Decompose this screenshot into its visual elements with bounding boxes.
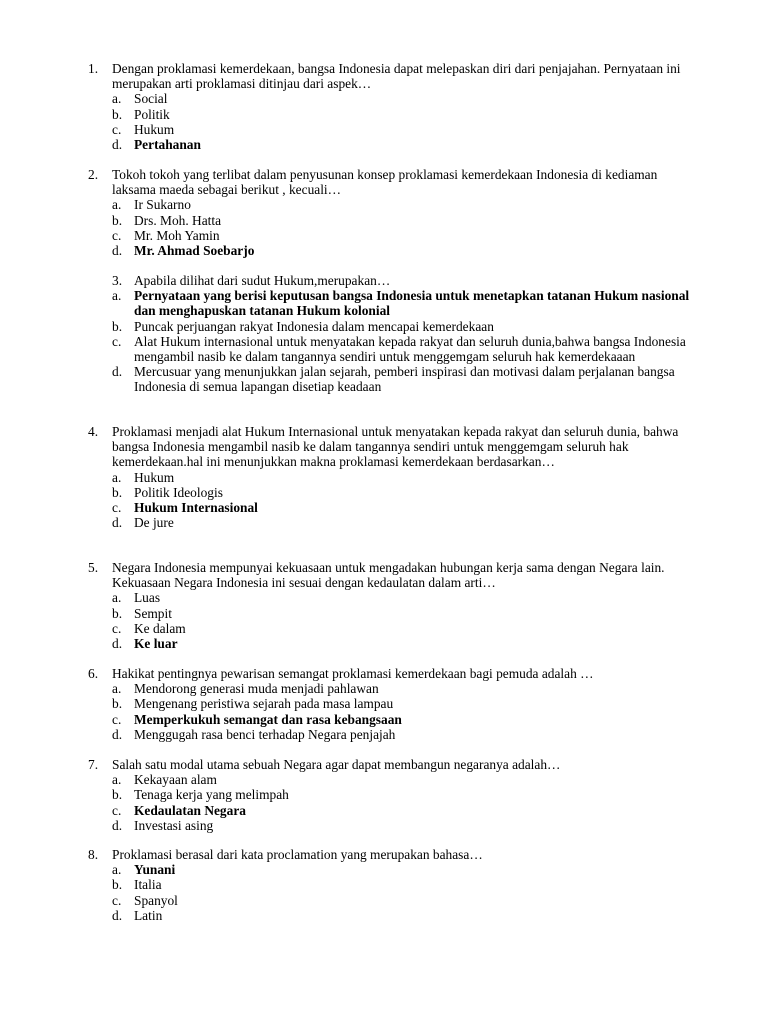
option-letter: c. [112, 333, 122, 349]
option-d [112, 243, 768, 258]
option-text: Alat Hukum internasional untuk menyatakan kepada rakyat dan seluruh dunia,bahwa bangsa Indonesia mengambil nasib ke dalam tangannya sendiri untuk menggemgam seluruh hak kemerdekaaan [134, 333, 686, 365]
option-text: Latin [134, 907, 163, 923]
question-number: 8. [88, 847, 99, 862]
option-c [112, 712, 768, 727]
option-text: Kekayaan alam [134, 772, 217, 788]
option-letter: a. [112, 862, 122, 878]
option-d [112, 636, 768, 651]
option-letter: a. [112, 288, 122, 304]
question-number: 2. [88, 167, 99, 182]
option-list [112, 681, 768, 742]
question-2 [0, 167, 768, 258]
option-a [112, 470, 768, 485]
option-list [112, 772, 768, 833]
option-text: Puncak perjuangan rakyat Indonesia dalam mencapai kemerdekaan [134, 318, 494, 334]
question-text: Salah satu modal utama sebuah Negara agar dapat membangun negaranya adalah… [112, 757, 561, 772]
question-text: Dengan proklamasi kemerdekaan, bangsa Indonesia dapat melepaskan diri dari penjajahan. Pernyataan ini merupakan arti proklamasi ditinjau dari aspek… [112, 61, 681, 92]
option-text: Politik Ideologis [134, 484, 223, 500]
option-text: Menggugah rasa benci terhadap Negara penjajah [134, 726, 396, 742]
option-letter: a. [112, 681, 122, 697]
option-text-correct: Pernyataan yang berisi keputusan bangsa Indonesia untuk menetapkan tatanan Hukum nasional dan menghapuskan tatanan Hukum kolonial [134, 288, 690, 319]
question-number: 6. [88, 666, 99, 681]
option-c [112, 334, 768, 364]
question-7 [0, 757, 768, 833]
option-d [112, 515, 768, 530]
option-a [112, 288, 768, 318]
option-text: Italia [134, 877, 162, 893]
option-text-correct: Kedaulatan Negara [134, 802, 246, 818]
option-letter: d. [112, 137, 123, 153]
question-text: Proklamasi berasal dari kata proclamation yang merupakan bahasa… [112, 847, 483, 862]
option-letter: d. [112, 515, 123, 531]
option-letter: d. [112, 243, 123, 259]
option-list [112, 197, 768, 258]
option-text: Politik [134, 106, 170, 122]
question-text: Negara Indonesia mempunyai kekuasaan untuk mengadakan hubungan kerja sama dengan Negara lain. Kekuasaan Negara Indonesia ini sesuai dengan kedaulatan dalam arti… [112, 560, 665, 591]
option-letter: a. [112, 91, 122, 107]
option-text: Ke dalam [134, 620, 186, 636]
option-letter: d. [112, 636, 123, 652]
option-list [112, 91, 768, 152]
option-text: Mengenang peristiwa sejarah pada masa lampau [134, 696, 394, 712]
option-letter: a. [112, 197, 122, 213]
option-b [112, 213, 768, 228]
option-text-correct: Pertahanan [134, 137, 201, 153]
option-text-correct: Ke luar [134, 636, 178, 652]
option-list [112, 590, 768, 651]
option-letter: b. [112, 212, 123, 228]
option-letter: c. [112, 711, 122, 727]
option-letter: c. [112, 620, 122, 636]
option-d [112, 364, 768, 394]
question-line [112, 273, 768, 288]
option-a [112, 197, 768, 212]
question-number: 4. [88, 424, 99, 439]
option-c [112, 228, 768, 243]
option-text: Mr. Moh Yamin [134, 227, 220, 243]
question-3 [0, 273, 768, 395]
option-b [112, 107, 768, 122]
option-c [112, 803, 768, 818]
question-text: Tokoh tokoh yang terlibat dalam penyusunan konsep proklamasi kemerdekaan Indonesia di kediaman laksama maeda sebagai berikut , kecuali… [112, 167, 658, 198]
option-a [112, 590, 768, 605]
option-a [112, 862, 768, 877]
option-text-correct: Yunani [134, 862, 176, 878]
option-c [112, 893, 768, 908]
option-text: Hukum [134, 469, 175, 485]
question-number: 5. [88, 560, 99, 575]
option-a [112, 91, 768, 106]
option-text-correct: Hukum Internasional [134, 500, 258, 516]
option-text: Mercusuar yang menunjukkan jalan sejarah, pemberi inspirasi dan motivasi dalam perjalanan bangsa Indonesia di semua lapangan disetiap keadaan [134, 364, 675, 395]
option-text: Tenaga kerja yang melimpah [134, 787, 289, 803]
option-letter: c. [112, 892, 122, 908]
option-d [112, 908, 768, 923]
option-letter: d. [112, 817, 123, 833]
option-letter: b. [112, 787, 123, 803]
option-c [112, 122, 768, 137]
option-text-correct: Memperkukuh semangat dan rasa kebangsaan [134, 711, 402, 727]
option-text: Hukum [134, 121, 175, 137]
option-c [112, 621, 768, 636]
option-letter: c. [112, 227, 122, 243]
option-text: Mendorong generasi muda menjadi pahlawan [134, 681, 379, 697]
option-a [112, 681, 768, 696]
option-b [112, 606, 768, 621]
option-letter: c. [112, 802, 122, 818]
option-b [112, 787, 768, 802]
option-text: De jure [134, 515, 174, 531]
option-text: Investasi asing [134, 817, 214, 833]
option-b [112, 877, 768, 892]
option-letter: a. [112, 469, 122, 485]
question-1 [0, 61, 768, 152]
option-a [112, 772, 768, 787]
option-letter: d. [112, 726, 123, 742]
option-letter: b. [112, 877, 123, 893]
option-list [112, 862, 768, 923]
option-letter: b. [112, 696, 123, 712]
option-d [112, 818, 768, 833]
option-letter: b. [112, 605, 123, 621]
option-letter: c. [112, 121, 122, 137]
option-list [112, 470, 768, 531]
option-text: Spanyol [134, 892, 178, 908]
question-text: Apabila dilihat dari sudut Hukum,merupakan… [134, 273, 391, 288]
option-letter: a. [112, 772, 122, 788]
question-number: 3. [112, 273, 123, 288]
question-text: Proklamasi menjadi alat Hukum Internasional untuk menyatakan kepada rakyat dan seluruh dunia, bahwa bangsa Indonesia mengambil nasib ke dalam tangannya sendiri untuk menggemgam seluruh hak kemerdekaan.hal ini menunjukkan makna proklamasi kemerdekaan berdasarkan… [112, 424, 679, 470]
option-text: Ir Sukarno [134, 197, 191, 213]
option-text: Social [134, 91, 168, 107]
option-letter: d. [112, 907, 123, 923]
option-letter: c. [112, 500, 122, 516]
option-b [112, 696, 768, 711]
question-6 [0, 666, 768, 742]
option-d [112, 727, 768, 742]
option-text: Drs. Moh. Hatta [134, 212, 222, 228]
option-text: Luas [134, 590, 161, 606]
option-b [112, 485, 768, 500]
question-5 [0, 560, 768, 651]
option-text: Sempit [134, 605, 172, 621]
question-8 [0, 847, 768, 923]
question-number: 1. [88, 61, 99, 76]
question-number: 7. [88, 757, 99, 772]
option-text-correct: Mr. Ahmad Soebarjo [134, 243, 255, 259]
option-b [112, 319, 768, 334]
question-text: Hakikat pentingnya pewarisan semangat proklamasi kemerdekaan bagi pemuda adalah … [112, 666, 594, 681]
option-letter: b. [112, 484, 123, 500]
option-letter: d. [112, 364, 123, 380]
option-d [112, 137, 768, 152]
option-c [112, 500, 768, 515]
option-letter: b. [112, 318, 123, 334]
option-letter: b. [112, 106, 123, 122]
option-letter: a. [112, 590, 122, 606]
question-4 [0, 424, 768, 530]
